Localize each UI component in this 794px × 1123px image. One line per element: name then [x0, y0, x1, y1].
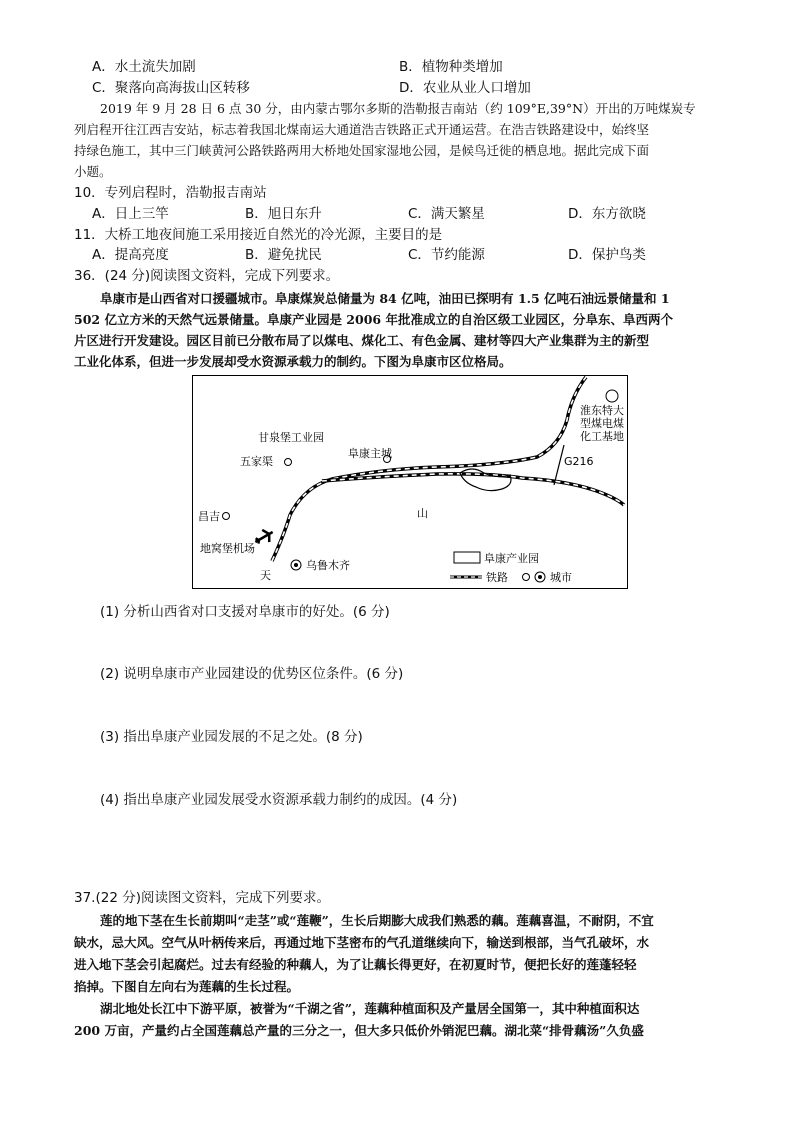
fukang-location-map	[192, 375, 628, 589]
question-11-stem: 11．大桥工地夜间施工采用接近自然光的冷光源，主要目的是	[74, 227, 443, 243]
label-wujiaqu: 五家渠	[240, 455, 273, 468]
option-b: B．植物种类增加	[399, 59, 503, 75]
q36-subquestion-3: (3) 指出阜康产业园发展的不足之处。(8 分)	[100, 729, 363, 745]
q10-option-a: A．日上三竿	[92, 206, 169, 222]
q11-option-a: A．提高亮度	[92, 247, 169, 263]
label-diwopu: 地窝堡机场	[200, 542, 255, 555]
q36-subquestion-1: (1) 分析山西省对口支援对阜康市的好处。(6 分)	[100, 604, 390, 620]
q37-paragraph-line: 掐掉。下图自左向右为莲藕的生长过程。	[74, 979, 300, 994]
q10-option-c: C．满天繁星	[408, 206, 485, 222]
question-37-stem: 37.(22 分)阅读图文资料，完成下列要求。	[74, 890, 330, 906]
passage-line: 列启程开往江西吉安站，标志着我国北煤南运大通道浩吉铁路正式开通运营。在浩吉铁路建设中，始终坚	[74, 122, 650, 137]
option-d: D．农业从业人口增加	[399, 80, 531, 96]
q11-option-d: D．保护鸟类	[568, 247, 646, 263]
label-zhundong-2: 型煤电煤	[580, 417, 624, 430]
label-zhundong-1: 淮东特大	[580, 404, 624, 417]
label-urumqi: 乌鲁木齐	[306, 559, 350, 572]
label-tian: 天	[260, 569, 271, 582]
passage-line: 2019 年 9 月 28 日 6 点 30 分，由内蒙古鄂尔多斯的浩勒报吉南站（约 109°E,39°N）开出的万吨煤炭专	[100, 101, 696, 116]
q36-subquestion-2: (2) 说明阜康市产业园建设的优势区位条件。(6 分)	[100, 666, 404, 682]
q36-subquestion-4: (4) 指出阜康产业园发展受水资源承载力制约的成因。(4 分)	[100, 792, 458, 808]
wujiaqu-point	[285, 459, 292, 466]
q11-option-b: B．避免扰民	[245, 247, 322, 263]
option-a: A．水土流失加剧	[92, 59, 196, 75]
q37-paragraph-line: 莲的地下茎在生长前期叫“走茎”或“莲鞭”，生长后期膨大成我们熟悉的藕。莲藕喜温，不耐阴，不宜	[100, 913, 654, 928]
q36-paragraph-line: 工业化体系，但进一步发展却受水资源承载力的制约。下图为阜康市区位格局。	[74, 354, 512, 369]
q10-option-b: B．旭日东升	[245, 206, 322, 222]
q37-paragraph-line: 湖北地处长江中下游平原，被誉为“千湖之省”，莲藕种植面积及产量居全国第一，其中种植面积达	[100, 1001, 640, 1016]
urumqi-city-dot	[294, 563, 298, 567]
q11-option-c: C．节约能源	[408, 247, 485, 263]
option-c: C．聚落向高海拔山区转移	[92, 80, 250, 96]
label-fukang: 阜康主城	[348, 447, 392, 460]
q37-paragraph-line: 缺水，忌大风。空气从叶柄传来后，再通过地下茎密布的气孔道继续向下，输送到根部，当气孔破坏，水	[74, 935, 650, 950]
q37-paragraph-line: 200 万亩，产量约占全国莲藕总产量的三分之一，但大多只低价外销泥巴藕。湖北菜“排骨藕汤”久负盛	[74, 1023, 644, 1038]
legend-railway-label: 铁路	[486, 571, 508, 584]
q36-paragraph-line: 阜康市是山西省对口援疆城市。阜康煤炭总储量为 84 亿吨，油田已探明有 1.5 亿吨石油远景储量和 1	[100, 291, 670, 306]
legend-city-label: 城市	[550, 571, 572, 584]
zhundong-base-point	[606, 390, 618, 402]
passage-line: 持绿色施工，其中三门峡黄河公路铁路两用大桥地处国家湿地公园，是候鸟迁徙的栖息地。据此完成下面	[74, 143, 650, 158]
question-10-stem: 10．专列启程时，浩勒报吉南站	[74, 185, 267, 201]
legend-town-symbol	[523, 574, 530, 581]
q10-option-d: D．东方欲晓	[568, 206, 646, 222]
legend-park-label: 阜康产业园	[484, 552, 539, 565]
passage-line: 小题。	[74, 164, 112, 179]
label-zhundong-3: 化工基地	[580, 430, 624, 443]
label-changji: 昌吉	[198, 510, 220, 523]
label-g216: G216	[564, 455, 594, 468]
label-shan: 山	[417, 507, 428, 520]
question-36-stem: 36．(24 分)阅读图文资料，完成下列要求。	[74, 268, 340, 284]
q37-paragraph-line: 进入地下茎会引起腐烂。过去有经验的种藕人，为了让藕长得更好，在初夏时节，便把长好的莲蓬轻轻	[74, 957, 637, 972]
q36-paragraph-line: 502 亿立方米的天然气远景储量。阜康产业园是 2006 年批准成立的自治区级工业园区，分阜东、阜西两个	[74, 312, 673, 327]
changji-point	[223, 513, 230, 520]
label-ganquanpu: 甘泉堡工业园	[258, 431, 324, 444]
legend-park-swatch	[454, 552, 480, 563]
q36-paragraph-line: 片区进行开发建设。园区目前已分散布局了以煤电、煤化工、有色金属、建材等四大产业集群为主的新型	[74, 333, 650, 348]
